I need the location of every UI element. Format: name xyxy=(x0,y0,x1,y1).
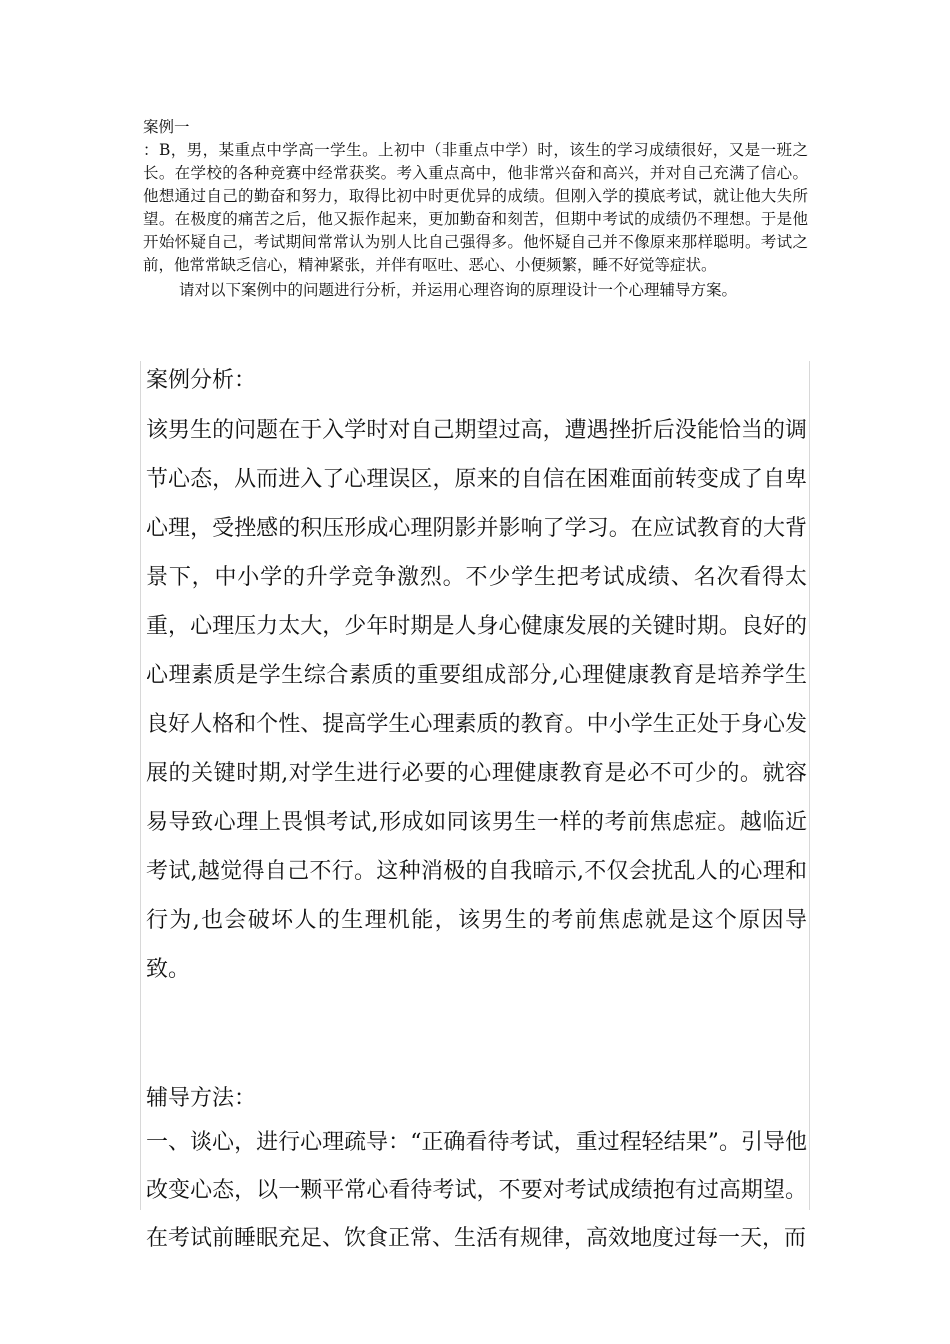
section-spacer xyxy=(141,994,809,1071)
answer-section xyxy=(140,361,810,1251)
analysis-body: 该男生的问题在于入学时对自己期望过高，遭遇挫折后没能恰当的调节心态，从而进入了心理误区，原来的自信在困难面前转变成了自卑心理，受挫感的积压形成心理阴影并影响了学习。在应试教育的大背景下，中小学的升学竞争激烈。不少学生把考试成绩、名次看得太重，心理压力太大，少年时期是人身心健康发展的关键时期。良好的心理素质是学生综合素质的重要组成部分,心理健康教育是培养学生良好人格和个性、提高学生心理素质的教育。中小学生正处于身心发展的关键时期,对学生进行必要的心理健康教育是必不可少的。就容易导致心理上畏惧考试,形成如同该男生一样的考前焦虑症。越临近考试,越觉得自己不行。这种消极的自我暗示,不仅会扰乱人的心理和行为,也会破坏人的生理机能，该男生的考前焦虑就是这个原因导致。 xyxy=(146,418,807,982)
case-section xyxy=(143,116,808,302)
case-title: 案例一 xyxy=(143,118,190,136)
method-heading: 辅导方法： xyxy=(146,1086,257,1111)
case-description: ：B，男，某重点中学高一学生。上初中（非重点中学）时，该生的学习成绩很好，又是一班之长。在学校的各种竞赛中经常获奖。考入重点高中，他非常兴奋和高兴，并对自己充满了信心。他想通过自己的勤奋和努力，取得比初中时更优异的成绩。但刚入学的摸底考试，就让他大失所望。在极度的痛苦之后，他又振作起来，更加勤奋和刻苦，但期中考试的成绩仍不理想。于是他开始怀疑自己，考试期间常常认为别人比自己强得多。他怀疑自己并不像原来那样聪明。考试之前，他常常缺乏信心，精神紧张，并伴有呕吐、恶心、小便频繁，睡不好觉等症状。 xyxy=(143,141,808,274)
analysis-heading: 案例分析： xyxy=(146,368,257,393)
method-body: 一、谈心，进行心理疏导：“正确看待考试，重过程轻结果”。引导他改变心态，以一颗平常心看待考试，不要对考试成绩抱有过高期望。在考试前睡眠充足、饮食正常、生活有规律，高效地度过每一天，而 xyxy=(146,1130,807,1251)
case-request: 请对以下案例中的问题进行分析，并运用心理咨询的原理设计一个心理辅导方案。 xyxy=(179,281,738,299)
